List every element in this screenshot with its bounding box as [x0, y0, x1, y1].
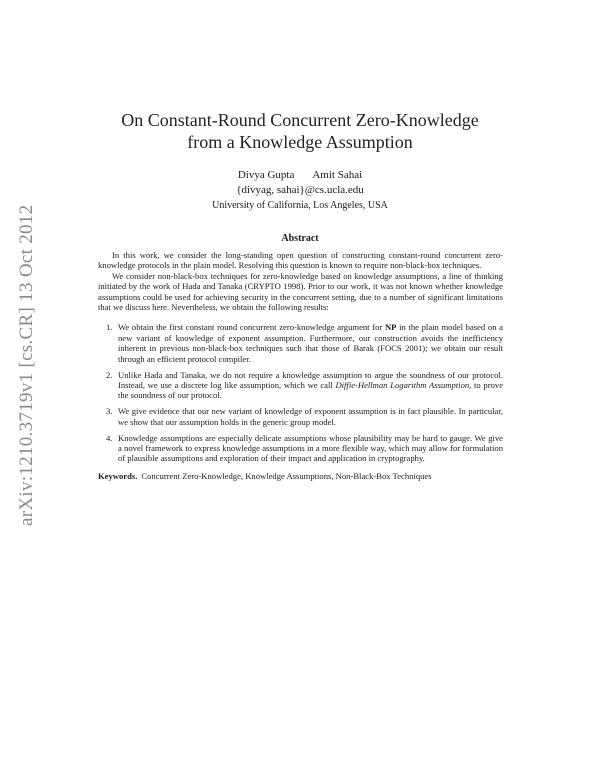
arxiv-identifier: arXiv:1210.3719v1 [cs.CR] 13 Oct 2012: [16, 204, 37, 526]
result-number: 2.: [106, 369, 113, 380]
author-1: Divya Gupta: [237, 169, 295, 181]
title-line-2: from a Knowledge Assumption: [187, 132, 413, 152]
result-number: 3.: [106, 406, 113, 417]
assumption-name: Diffie-Hellman Logarithm Assumption: [335, 379, 470, 390]
result-item-3: 3. We give evidence that our new variant of knowledge of exponent assumption is in fact plausible. In particular, we show that our assumption holds in the generic group model.: [106, 406, 503, 427]
author-2: Amit Sahai: [312, 169, 363, 181]
abstract-paragraph-2: We consider non-black-box techniques for zero-knowledge based on knowledge assumptions, a line of thinking initiated by the work of Hada and Tanaka (CRYPTO 1998). Prior to our work, it was not known whether knowledge assumptions could be used for achieving security in the concurrent setting, due to a number of significant limitations that we discuss here. Nevertheless, we obtain the following results:: [98, 270, 503, 313]
author-block: [0, 168, 600, 213]
result-item-1: 1. We obtain the first constant round concurrent zero-knowledge argument for NP in the plain model based on a new variant of knowledge of exponent assumption. Furthermore, our construction avoids the inefficiency inherent in previous non-black-box techniques such that those of Barak (FOCS 2001); we obtain our result through an efficient protocol compiler.: [106, 322, 503, 364]
np-term: NP: [384, 322, 397, 333]
keywords: [98, 471, 503, 481]
abstract-heading: Abstract: [281, 233, 319, 244]
author-email: {divyag, sahai}@cs.ucla.edu: [236, 184, 364, 196]
result-item-4: 4. Knowledge assumptions are especially delicate assumptions whose plausibility may be hard to gauge. We give a novel framework to express knowledge assumptions in a more flexible way, which may allow for formulation of plausible assumptions and exploration of their impact and application in cryptography.: [106, 432, 503, 464]
result-number: 4.: [106, 432, 113, 443]
abstract-body: [98, 250, 503, 481]
result-item-2: 2. Unlike Hada and Tanaka, we do not require a knowledge assumption to argue the soundness of our protocol. Instead, we use a discrete log like assumption, which we call Diffie-Hellman Logarithm Assumption, to prove the soundness of our protocol.: [106, 369, 504, 401]
results-list: [98, 322, 503, 463]
paper-title: [0, 109, 600, 153]
author-names: [0, 168, 600, 183]
title-line-1: On Constant-Round Concurrent Zero-Knowledge: [121, 110, 479, 130]
author-affiliation: University of California, Los Angeles, USA: [212, 200, 388, 211]
abstract-paragraph-1: In this work, we consider the long-standing open question of constructing constant-round concurrent zero-knowledge protocols in the plain model. Resolving this question is known to require non-black-box techniques.: [98, 250, 503, 271]
result-number: 1.: [106, 322, 113, 333]
keywords-label: Keywords.: [98, 470, 138, 481]
keywords-text: Concurrent Zero-Knowledge, Knowledge Assumptions, Non-Black-Box Techniques: [141, 470, 432, 481]
